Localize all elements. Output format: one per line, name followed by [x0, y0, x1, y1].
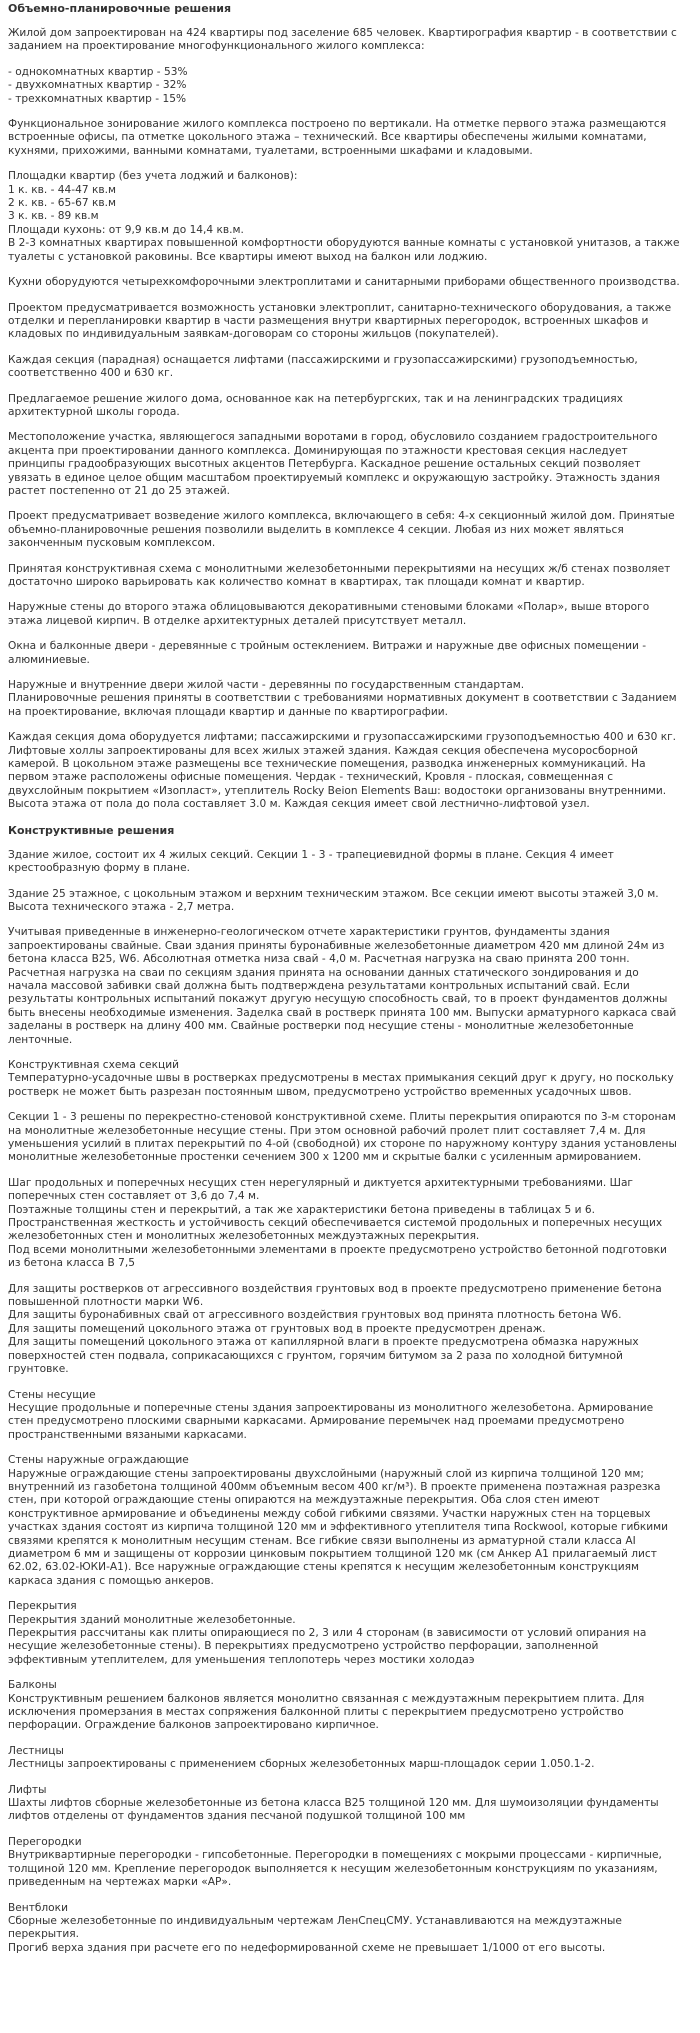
paragraph: Конструктивная схема секций Температурно-усадочные швы в ростверках предусмотрены в местах примыкания секций друг к другу, но поскольку ростверк не может быть разрезан постоянным швом, предусмотрено устройство временных усадочных швов.	[8, 1058, 674, 1098]
paragraph: Здание 25 этажное, с цокольным этажом и верхним техническим этажом. Все секции имеют высоты этажей 3,0 м. Высота технического этажа - 2,7 метра.	[8, 887, 659, 913]
paragraph: Для защиты ростверков от агрессивного воздействия грунтовых вод в проекте предусмотрено применение бетона повышенной плотности марки W6. Для защиты буронабивных свай от агрессивного воздействия грунтовых вод принята плотность бетона W6. Для защиты помещений цокольного этажа от грунтовых вод в проекте предусмотрен дренаж. Для защиты помещений цокольного этажа от капиллярной влаги в проекте предусмотрена обмазка наружных поверхностей стен подвала, соприкасающихся с грунтом, горячим битумом за 2 раза по холодной битумной грунтовке.	[8, 1282, 662, 1376]
paragraph: Учитывая приведенные в инженерно-геологическом отчете характеристики грунтов, фундаменты здания запроектированы свайные. Сваи здания приняты буронабивные железобетонные диаметром 420 мм длиной 24м из бетона класса В25, W6. Абсолютная отметка низа свай - 4,0 м. Расчетная нагрузка на сваю принята 200 тонн. Расчетная нагрузка на сваи по секциям здания принята на основании данных статического зондирования и до начала массовой забивки свай должна быть подтверждена результатами контрольных испытаний свай. Если результаты контрольных испытаний покажут другую несущую способность свай, то в проект фундаментов должны быть внесены необходимые изменения. Заделка свай в ростверк принята 100 мм. Выпуски арматурного каркаса свай заделаны в ростверк на длину 400 мм. Свайные ростверки под несущие стены - монолитные железобетонные ленточные.	[8, 926, 677, 1046]
paragraph: Шаг продольных и поперечных несущих стен нерегулярный и диктуется архитектурными требованиями. Шаг поперечных стен составляет от 3,6 до 7,4 м. Поэтажные толщины стен и перекрытий, а так же характеристики бетона приведены в таблицах 5 и 6. Пространственная жесткость и устойчивость секций обеспечивается системой продольных и поперечных несущих железобетонных стен и монолитных железобетонных междуэтажных перекрытия. Под всеми монолитными железобетонными элементами в проекте предусмотрено устройство бетонной подготовки из бетона класса В 7,5	[8, 1176, 667, 1270]
paragraph: Лестницы Лестницы запроектированы с применением сборных железобетонных марш-площадок серии 1.050.1-2.	[8, 1744, 595, 1771]
paragraph: Функциональное зонирование жилого комплекса построено по вертикали. На отметке первого этажа размещаются встроенные офисы, па отметке цокольного этажа – технический. Все квартиры обеспечены жилыми комнатами, кухнями, прихожими, ванными комнатами, туалетами, встроенными шкафами и кладовыми.	[8, 118, 667, 157]
section-title-structural: Конструктивные решения	[8, 823, 175, 837]
paragraph: Перекрытия Перекрытия зданий монолитные железобетонные. Перекрытия рассчитаны как плиты опирающиеся по 2, 3 или 4 сторонам (в зависимости от условий опирания на несущие железобетонные стены). В перекрытиях предусмотрено устройство перфорации, заполненной эффективным утеплителем, для уменьшения теплопотерь через мостики холодаэ	[8, 1600, 647, 1666]
paragraph: Вентблоки Сборные железобетонные по индивидуальным чертежам ЛенСпецСМУ. Устанавливаются на междуэтажные перекрытия. Прогиб верха здания при расчете его по недеформированной схеме не превышает 1/1000 от его высоты.	[8, 1901, 622, 1954]
paragraph: Секции 1 - 3 решены по перекрестно-стеновой конструктивной схеме. Плиты перекрытия опираются по 3-м сторонам на монолитные железобетонные несущие стены. При этом основной рабочий пролет плит составляет 7,4 м. Для уменьшения усилий в плитах перекрытий по 4-ой (свободной) их стороне по наружному контуру здания установлены монолитные железобетонные простенки сечением 300 х 1200 мм и скрытые балки с усиленным армированием.	[8, 1111, 677, 1164]
paragraph: Жилой дом запроектирован на 424 квартиры под заселение 685 человек. Квартирография квартир - в соответствии с заданием на проектирование многофункционального жилого комплекса:	[8, 27, 677, 53]
paragraph: Наружные и внутренние двери жилой части - деревянны по государственным стандартам. Планировочные решения приняты в соответствии с требованиями нормативных документ в соответствии с Заданием на проектирование, включая площади квартир и данные по квартирографии.	[8, 679, 677, 718]
paragraph: Площадки квартир (без учета лоджий и балконов): 1 к. кв. - 44-47 кв.м 2 к. кв. - 65-67 кв.м 3 к. кв. - 89 кв.м Площади кухонь: от 9,9 кв.м до 14,4 кв.м. В 2-3 комнатных квартирах повышенной комфортности оборудуются ванные комнаты с установкой унитазов, а также туалеты с установкой раковины. Все квартиры имеют выход на балкон или лоджию.	[8, 170, 680, 263]
paragraph: Проект предусматривает возведение жилого комплекса, включающего в себя: 4-х секционный жилой дом. Принятые объемно-планировочные решения позволили выделить в комплексе 4 секции. Любая из них может являться законченным пусковым комплексом.	[8, 510, 675, 550]
paragraph: Стены наружные ограждающие Наружные ограждающие стены запроектированы двухслойными (наружный слой из кирпича толщиной 120 мм; внутренний из газобетона толщиной 400мм объемным весом 400 кг/м³). В проекте применена поэтажная разрезка стен, при которой ограждающие стены опираются на междуэтажные перекрытия. Оба слоя стен имеют конструктивное армирование и объединены между собой гибкими связями. Участки наружных стен на торцевых участках здания состоят из кирпича толщиной 120 мм и эффективного утеплителя типа Rockwool, которые гибкими связями крепятся к монолитным несущим стенам. Все гибкие связи выполнены из арматурной стали класса AI диаметром 6 мм и защищены от коррозии цинковым покрытием толщиной 120 мк (см Анкер А1 прилагаемый лист 62.02, 63.02-ЮКИ-А1). Все наружные ограждающие стены крепятся к несущим железобетонным конструкциям каркаса здания с помощью анкеров.	[8, 1454, 669, 1587]
paragraph: Лифты Шахты лифтов сборные железобетонные из бетона класса В25 толщиной 120 мм. Для шумоизоляции фундаменты лифтов отделены от фундаментов здания песчаной подушкой толщиной 100 мм	[8, 1783, 659, 1823]
paragraph: Каждая секция дома оборудуется лифтами; пассажирскими и грузопассажирскими грузоподъемностью 400 и 630 кг. Лифтовые холлы запроектированы для всех жилых этажей здания. Каждая секция обеспечена мусоросборной камерой. В цокольном этаже размещены все технические помещения, разводка инженерных коммуникаций. На первом этаже расположены офисные помещения. Чердак - технический, Кровля - плоская, совмещенная с двухслойным покрытием «Изопласт», утеплитель Rocky Beion Elements Ваш: водостоки организованы внутренними. Высота этажа от пола до пола составляет 3.0 м. Каждая секция имеет свой лестнично-лифтовой узел.	[8, 731, 677, 811]
paragraph: Кухни оборудуются четырехкомфорочными электроплитами и санитарными приборами общественного производства.	[8, 276, 680, 289]
paragraph: Здание жилое, состоит их 4 жилых секций. Секции 1 - 3 - трапециевидной формы в плане. Секция 4 имеет крестообразную форму в плане.	[8, 848, 614, 875]
paragraph: Каждая секция (парадная) оснащается лифтами (пассажирскими и грузопассажирскими) грузоподъемностью, соответственно 400 и 630 кг.	[8, 353, 638, 380]
section-title-planning: Объемно-планировочные решения	[8, 2, 232, 15]
paragraph: Перегородки Внутриквартирные перегородки - гипсобетонные. Перегородки в помещениях с мокрыми процессами - кирпичные, толщиной 120 мм. Крепление перегородок выполняется к несущим железобетонным конструкциям по указаниям, приведенным на чертежах марки «АР».	[8, 1835, 662, 1889]
paragraph: - однокомнатных квартир - 53% - двухкомнатных квартир - 32% - трехкомнатных квартир - 15%	[8, 65, 188, 105]
paragraph: Окна и балконные двери - деревянные с тройным остеклением. Витражи и наружные две офисных помещении - алюминиевые.	[8, 640, 647, 666]
paragraph: Предлагаемое решение жилого дома, основанное как на петербургских, так и на ленинградских традициях архитектурной школы города.	[8, 392, 623, 418]
paragraph: Местоположение участка, являющегося западными воротами в город, обусловило созданием градостроительного акцента при проектировании данного комплекса. Доминирующая по этажности крестовая секция наследует принципы градообразующих высотных акцентов Петербурга. Каскадное решение остальных секций позволяет увязать в единое целое общим масштабом проектируемый комплекс и окружающую застройку. Этажность здания растет постепенно от 21 до 25 этажей.	[8, 431, 660, 497]
paragraph: Стены несущие Несущие продольные и поперечные стены здания запроектированы из монолитного железобетона. Армирование стен предусмотрено плоскими сварными каркасами. Армирование перемычек над проемами предусмотрено пространственными вязаными каркасами.	[8, 1388, 654, 1441]
paragraph: Балконы Конструктивным решением балконов является монолитно связанная с междуэтажным перекрытием плита. Для исключения промерзания в местах сопряжения балконной плиты с перекрытием предусмотрено устройство перфорации. Ограждение балконов запроектировано кирпичное.	[8, 1679, 645, 1732]
paragraph: Наружные стены до второго этажа облицовываются декоративными стеновыми блоками «Полар», выше второго этажа лицевой кирпич. В отделке архитектурных деталей присутствует металл.	[8, 601, 650, 627]
paragraph: Принятая конструктивная схема с монолитными железобетонными перекрытиями на несущих ж/б стенах позволяет достаточно широко варьировать как количество комнат в квартирах, так площади комнат и квартир.	[8, 562, 671, 588]
paragraph: Проектом предусматривается возможность установки электроплит, санитарно-технического оборудования, а также отделки и перепланировки квартир в части размещения внутри квартирных перегородок, встроенных шкафов и кладовых по индивидуальным заявкам-договорам со стороны жильцов (покупателей).	[8, 301, 672, 341]
